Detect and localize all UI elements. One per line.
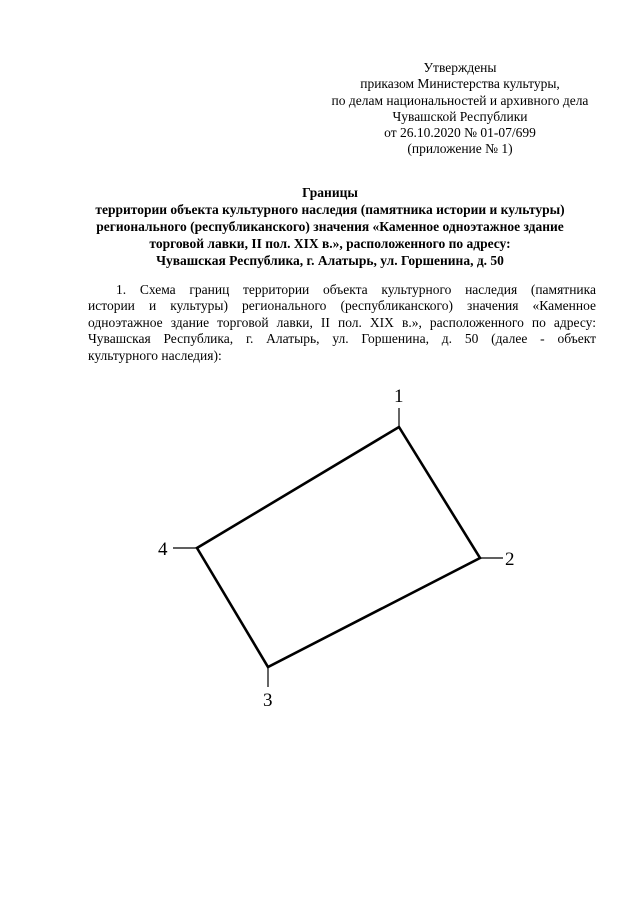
approval-line: Утверждены bbox=[423, 60, 497, 75]
title-line: торговой лавки, II пол. XIX в.», расположенного по адресу: bbox=[149, 236, 511, 251]
approval-line: Чувашской Республики bbox=[392, 108, 528, 124]
title-line: территории объекта культурного наследия (памятника истории и культуры) bbox=[95, 202, 565, 217]
paragraph-line: одноэтажное здание торговой лавки, II пол. XIX в.», расположенного по адресу: bbox=[88, 314, 596, 330]
approval-line: от 26.10.2020 № 01-07/699 bbox=[384, 125, 536, 141]
point-3-label: 3 bbox=[263, 690, 273, 711]
point-4-label: 4 bbox=[158, 539, 168, 560]
title-line: Чувашская Республика, г. Алатырь, ул. Горшенина, д. 50 bbox=[156, 253, 504, 268]
boundary-polygon bbox=[197, 427, 480, 667]
paragraph-line: Чувашская Республика, г. Алатырь, ул. Горшенина, д. 50 (далее - объект bbox=[88, 331, 596, 347]
point-1-label: 1 bbox=[394, 386, 404, 407]
paragraph-line: 1. Схема границ территории объекта культурного наследия (памятника bbox=[116, 282, 596, 297]
paragraph-line: культурного наследия): bbox=[88, 347, 222, 363]
approval-line: по делам национальностей и архивного дела bbox=[331, 92, 589, 108]
point-2-label: 2 bbox=[505, 549, 515, 570]
paragraph-line: истории и культуры) регионального (республиканского) значения «Каменное bbox=[88, 298, 596, 314]
title-line: регионального (республиканского) значения «Каменное одноэтажное здание bbox=[96, 219, 564, 234]
approval-line: приказом Министерства культуры, bbox=[360, 76, 560, 92]
title-line: Границы bbox=[302, 185, 358, 200]
approval-line: (приложение № 1) bbox=[407, 141, 513, 157]
